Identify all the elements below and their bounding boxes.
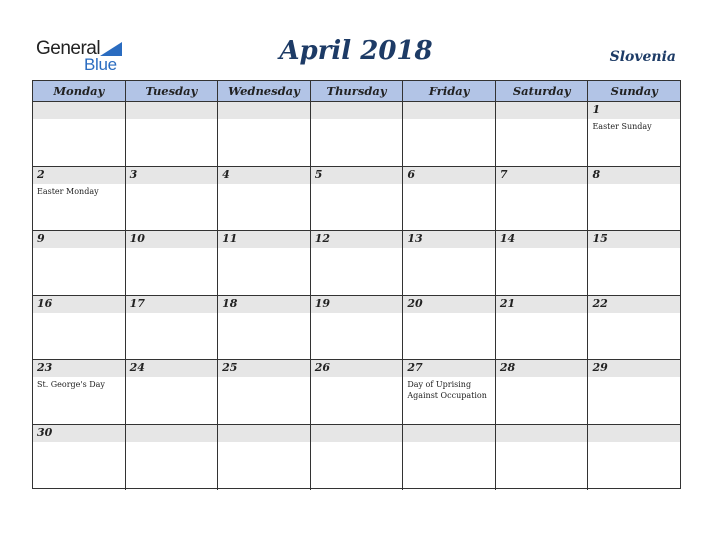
day-number-band bbox=[126, 102, 218, 119]
day-cell bbox=[218, 296, 311, 360]
day-number-band bbox=[311, 425, 403, 442]
day-number: 6 bbox=[407, 167, 415, 181]
day-number-band bbox=[496, 167, 588, 184]
day-cell bbox=[218, 167, 311, 231]
day-number: 16 bbox=[37, 296, 53, 310]
day-cell bbox=[588, 296, 680, 360]
day-number: 30 bbox=[37, 426, 53, 439]
day-cell bbox=[126, 425, 219, 490]
day-cell bbox=[496, 425, 589, 490]
day-number: 18 bbox=[222, 296, 238, 310]
day-number-band bbox=[403, 167, 495, 184]
day-number: 27 bbox=[407, 361, 423, 375]
day-number: 21 bbox=[499, 296, 516, 310]
country-label: Slovenia bbox=[609, 49, 676, 65]
holiday-label: Easter Sunday bbox=[592, 122, 652, 131]
day-cell bbox=[588, 102, 680, 166]
day-number-band bbox=[33, 102, 125, 119]
day-number: 20 bbox=[407, 296, 423, 310]
day-cell bbox=[588, 167, 680, 231]
day-number: 29 bbox=[592, 361, 608, 375]
logo-text-blue: Blue bbox=[84, 55, 117, 74]
day-cell bbox=[126, 360, 219, 424]
day-cell bbox=[126, 167, 219, 231]
day-cell bbox=[311, 102, 404, 166]
weekday-header: Saturday bbox=[496, 81, 589, 101]
calendar-grid bbox=[32, 80, 681, 489]
day-cell bbox=[403, 360, 496, 424]
day-cell bbox=[218, 360, 311, 424]
weekday-header: Wednesday bbox=[218, 81, 311, 101]
day-cell bbox=[496, 102, 589, 166]
week-row bbox=[33, 102, 680, 167]
day-cell bbox=[403, 425, 496, 490]
day-cell bbox=[403, 102, 496, 166]
day-cell bbox=[33, 425, 126, 490]
day-number: 10 bbox=[129, 232, 145, 246]
day-number: 15 bbox=[592, 232, 608, 246]
page-title: April 2018 bbox=[279, 36, 433, 66]
day-number-band bbox=[218, 167, 310, 184]
day-cell bbox=[311, 167, 404, 231]
day-number-band bbox=[403, 425, 495, 442]
logo-text-general: General bbox=[36, 38, 101, 59]
day-number-band bbox=[403, 102, 495, 119]
day-cell bbox=[588, 231, 680, 295]
day-cell bbox=[403, 167, 496, 231]
day-number: 28 bbox=[499, 361, 516, 375]
day-number: 23 bbox=[37, 361, 53, 375]
day-cell bbox=[33, 231, 126, 295]
day-cell bbox=[218, 102, 311, 166]
day-number: 11 bbox=[222, 232, 238, 246]
weekday-header: Thursday bbox=[311, 81, 404, 101]
day-cell bbox=[126, 102, 219, 166]
day-cell bbox=[33, 167, 126, 231]
weekday-header: Tuesday bbox=[126, 81, 219, 101]
day-number-band bbox=[588, 167, 680, 184]
weekday-header-row bbox=[33, 81, 680, 102]
week-row bbox=[33, 360, 680, 425]
day-cell bbox=[126, 231, 219, 295]
day-cell bbox=[311, 425, 404, 490]
day-cell bbox=[311, 231, 404, 295]
day-cell bbox=[126, 296, 219, 360]
day-number: 12 bbox=[314, 232, 331, 246]
day-number-band bbox=[588, 425, 680, 442]
day-number: 13 bbox=[407, 232, 423, 246]
day-number-band bbox=[496, 102, 588, 119]
day-number-band bbox=[33, 231, 125, 248]
day-cell bbox=[403, 296, 496, 360]
day-number: 1 bbox=[592, 103, 601, 116]
day-number: 26 bbox=[314, 361, 331, 375]
week-row bbox=[33, 296, 680, 361]
day-number: 4 bbox=[222, 167, 230, 181]
day-number-band bbox=[33, 167, 125, 184]
day-number-band bbox=[218, 102, 310, 119]
weekday-header: Sunday bbox=[610, 84, 658, 98]
day-number: 19 bbox=[314, 296, 331, 310]
day-cell bbox=[496, 167, 589, 231]
day-number-band bbox=[218, 425, 310, 442]
day-cell bbox=[588, 425, 680, 490]
holiday-label: St. George's Day bbox=[37, 380, 105, 390]
week-row bbox=[33, 167, 680, 232]
day-number-band bbox=[126, 425, 218, 442]
day-number-band bbox=[496, 425, 588, 442]
day-cell bbox=[33, 360, 126, 424]
day-number-band bbox=[126, 167, 218, 184]
day-cell bbox=[311, 360, 404, 424]
week-row bbox=[33, 425, 680, 490]
day-number: 22 bbox=[592, 296, 608, 310]
day-cell bbox=[33, 102, 126, 166]
day-number: 3 bbox=[129, 167, 138, 181]
day-number: 14 bbox=[499, 232, 516, 246]
day-number: 8 bbox=[592, 167, 601, 181]
holiday-label: Day of Uprising Against Occupation bbox=[407, 380, 487, 401]
day-number-band bbox=[588, 102, 680, 119]
day-number: 9 bbox=[37, 232, 45, 246]
day-cell bbox=[588, 360, 680, 424]
day-number: 24 bbox=[129, 361, 145, 375]
day-cell bbox=[218, 231, 311, 295]
day-number: 17 bbox=[129, 296, 145, 310]
day-cell bbox=[496, 231, 589, 295]
week-row bbox=[33, 231, 680, 296]
day-number: 25 bbox=[222, 361, 238, 375]
day-number: 7 bbox=[499, 167, 508, 181]
day-cell bbox=[403, 231, 496, 295]
day-cell bbox=[496, 360, 589, 424]
day-cell bbox=[496, 296, 589, 360]
day-cell bbox=[311, 296, 404, 360]
day-number-band bbox=[311, 102, 403, 119]
day-number: 2 bbox=[37, 167, 45, 181]
weekday-header: Friday bbox=[403, 81, 496, 101]
day-cell bbox=[218, 425, 311, 490]
holiday-label: Easter Monday bbox=[37, 186, 99, 196]
day-number-band bbox=[311, 167, 403, 184]
day-number: 5 bbox=[314, 167, 323, 181]
weekday-header: Monday bbox=[33, 81, 126, 101]
day-cell bbox=[33, 296, 126, 360]
